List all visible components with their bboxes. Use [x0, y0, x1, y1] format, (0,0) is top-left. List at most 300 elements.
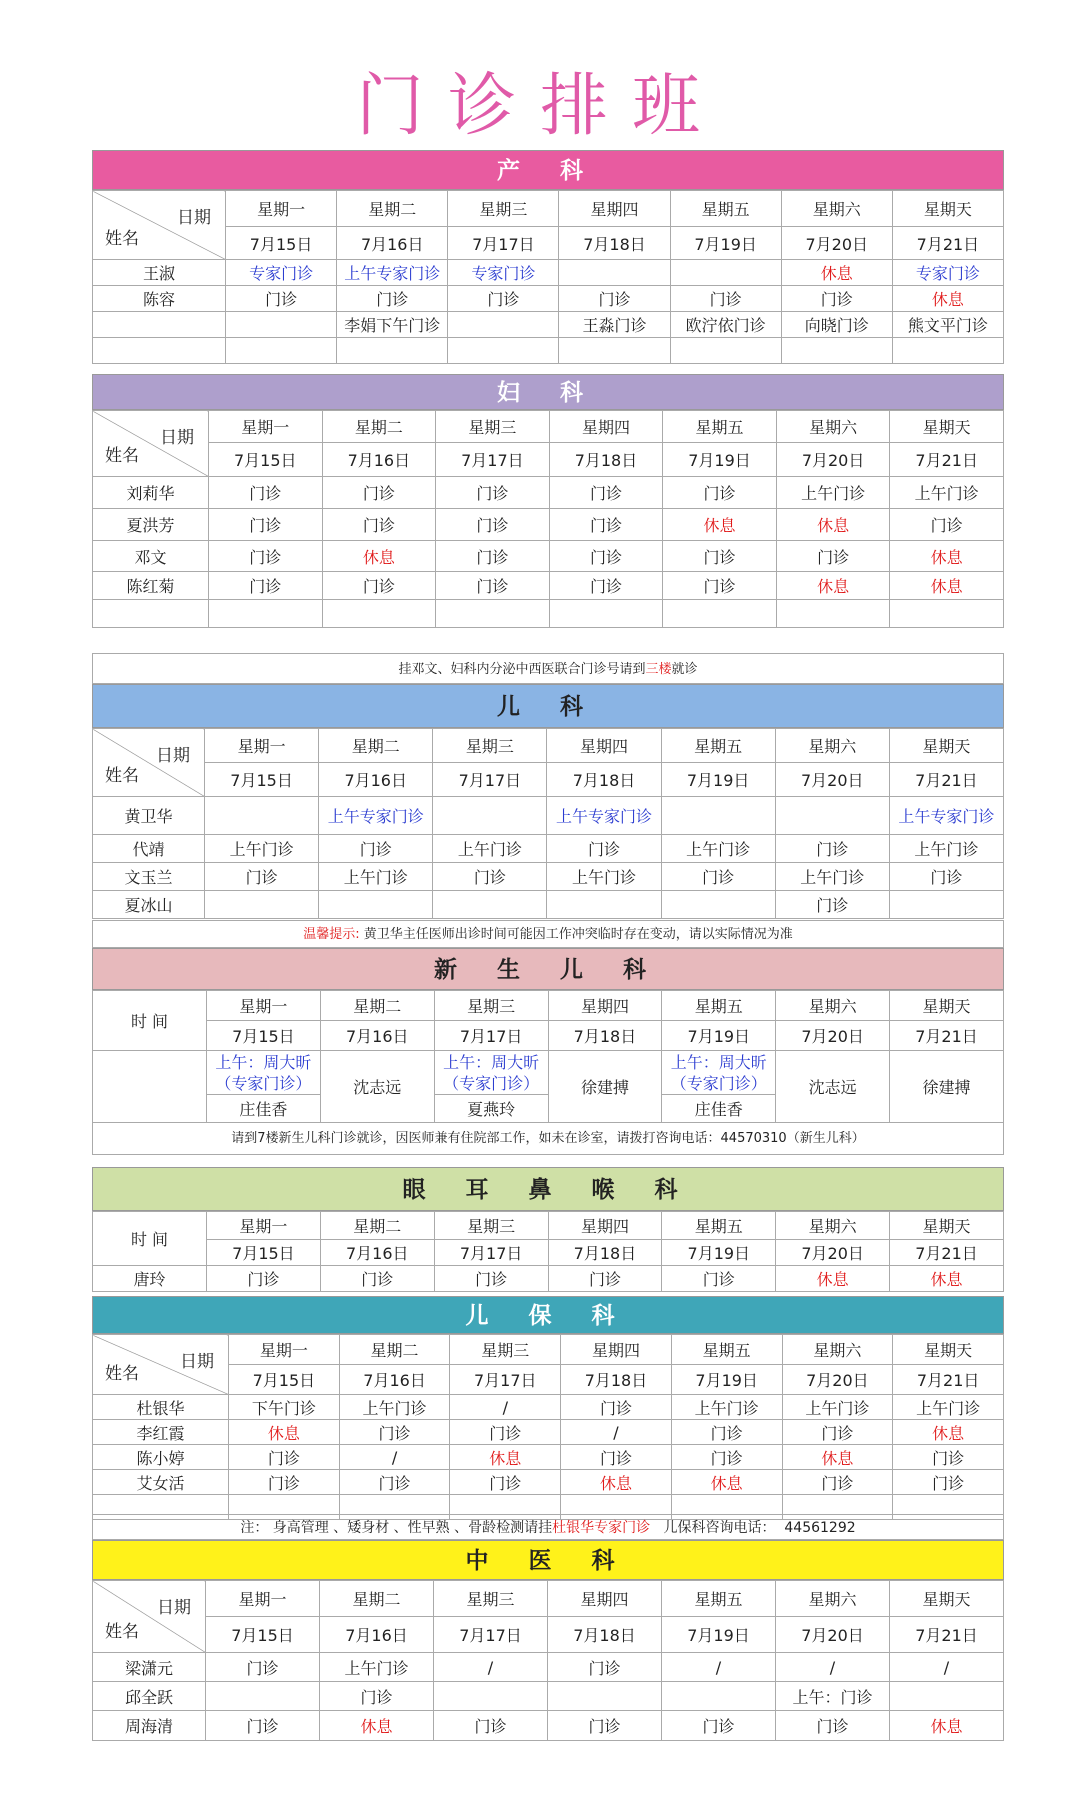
schedule-cell: 门诊 — [775, 835, 889, 863]
schedule-cell: 夏燕玲 — [434, 1095, 548, 1123]
weekday: 星期一 — [226, 191, 337, 227]
doctor-name: 唐玲 — [93, 1266, 207, 1292]
schedule-cell — [226, 338, 337, 364]
weekday: 星期六 — [782, 1335, 893, 1365]
date-label: 日期 — [156, 746, 190, 766]
doctor-name: 陈小婷 — [93, 1445, 229, 1470]
date-row — [93, 443, 1004, 477]
schedule-cell — [433, 797, 547, 835]
date: 7月18日 — [548, 1021, 662, 1051]
schedule-cell — [892, 338, 1003, 364]
schedule-cell: 门诊 — [663, 541, 777, 572]
note-text: 黄卫华主任医师出诊时间可能因工作冲突临时存在变动，请以实际情况为准 — [363, 927, 793, 942]
schedule-cell: 休息 — [776, 572, 890, 600]
schedule-cell: 门诊 — [775, 891, 889, 919]
schedule-cell: 上午门诊 — [893, 1395, 1004, 1420]
neonatal-header: 新 生 儿 科 — [92, 948, 1004, 990]
schedule-cell: 门诊 — [205, 863, 319, 891]
schedule-cell: 沈志远 — [320, 1051, 434, 1123]
schedule-cell — [670, 260, 781, 286]
tcm-section — [92, 1540, 1004, 1741]
date: 7月17日 — [434, 1617, 548, 1653]
corner-cell — [93, 1335, 229, 1395]
schedule-cell: 门诊 — [319, 835, 433, 863]
table-row — [93, 1445, 1004, 1470]
cell-line: 上午：周大昕 — [215, 1052, 312, 1072]
date: 7月15日 — [229, 1365, 340, 1395]
weekday: 星期五 — [661, 729, 775, 763]
schedule-cell: 上午门诊 — [661, 835, 775, 863]
schedule-cell: 徐建搏 — [548, 1051, 662, 1123]
weekday: 星期六 — [781, 191, 892, 227]
date: 7月18日 — [547, 763, 661, 797]
child-care-note — [92, 1514, 1004, 1540]
table-row — [93, 260, 1004, 286]
date: 7月17日 — [450, 1365, 561, 1395]
schedule-cell: 上午门诊 — [782, 1395, 893, 1420]
schedule-cell: / — [450, 1395, 561, 1420]
weekday: 星期二 — [322, 411, 436, 443]
pediatrics-section — [92, 684, 1004, 919]
tcm-table — [92, 1580, 1004, 1741]
schedule-cell: 休息 — [320, 1711, 434, 1741]
date: 7月17日 — [448, 227, 559, 260]
schedule-cell — [776, 600, 890, 628]
schedule-cell: 王淼门诊 — [559, 312, 670, 338]
date: 7月17日 — [434, 1240, 548, 1266]
schedule-cell — [781, 338, 892, 364]
schedule-cell: 门诊 — [229, 1470, 340, 1495]
schedule-cell: 门诊 — [893, 1470, 1004, 1495]
schedule-cell: 休息 — [663, 509, 777, 541]
note-text-end: 就诊 — [671, 662, 698, 677]
schedule-cell: 门诊 — [436, 477, 550, 509]
doctor-name: 陈容 — [93, 286, 226, 312]
weekday: 星期二 — [320, 1581, 434, 1617]
date-row — [93, 1365, 1004, 1395]
weekday-row — [93, 411, 1004, 443]
schedule-cell: 上午专家门诊 — [889, 797, 1003, 835]
schedule-cell: 休息 — [893, 1420, 1004, 1445]
table-row — [93, 797, 1004, 835]
schedule-cell: 门诊 — [448, 286, 559, 312]
schedule-cell: 门诊 — [548, 1711, 662, 1741]
neonatal-table — [92, 990, 1004, 1123]
time-label-cell — [93, 1212, 207, 1266]
schedule-cell — [559, 338, 670, 364]
corner-cell — [93, 191, 226, 260]
date: 7月21日 — [890, 443, 1004, 477]
date-label: 日期 — [177, 208, 211, 228]
schedule-cell — [889, 891, 1003, 919]
schedule-cell: 休息 — [892, 286, 1003, 312]
schedule-cell: 上午门诊 — [889, 835, 1003, 863]
table-row — [93, 1470, 1004, 1495]
table-row — [93, 863, 1004, 891]
schedule-cell: 休息 — [322, 541, 436, 572]
schedule-cell: 徐建搏 — [890, 1051, 1004, 1123]
date: 7月16日 — [319, 763, 433, 797]
weekday: 星期五 — [662, 991, 776, 1021]
date: 7月16日 — [337, 227, 448, 260]
schedule-cell: 门诊 — [776, 1711, 890, 1741]
schedule-cell: 门诊 — [207, 1266, 321, 1292]
corner-cell — [93, 1581, 206, 1653]
weekday: 星期天 — [890, 1212, 1004, 1240]
weekday: 星期天 — [893, 1335, 1004, 1365]
schedule-cell: / — [776, 1653, 890, 1682]
schedule-cell: 门诊 — [436, 509, 550, 541]
date: 7月19日 — [662, 1021, 776, 1051]
doctor-name — [93, 338, 226, 364]
time-label: 时 间 — [130, 1012, 169, 1031]
child-care-header: 儿 保 科 — [92, 1296, 1004, 1334]
schedule-cell: 门诊 — [209, 541, 323, 572]
schedule-cell: 上午门诊 — [339, 1395, 450, 1420]
date: 7月20日 — [775, 763, 889, 797]
weekday: 星期天 — [890, 991, 1004, 1021]
schedule-cell: 门诊 — [209, 509, 323, 541]
weekday: 星期二 — [320, 1212, 434, 1240]
date: 7月18日 — [561, 1365, 672, 1395]
weekday: 星期二 — [320, 991, 434, 1021]
doctor-name: 邱全跃 — [93, 1682, 206, 1711]
child-care-table — [92, 1334, 1004, 1520]
weekday: 星期六 — [776, 1581, 890, 1617]
schedule-cell — [433, 891, 547, 919]
date: 7月19日 — [661, 763, 775, 797]
corner-cell — [93, 729, 205, 797]
date: 7月16日 — [320, 1617, 434, 1653]
schedule-cell — [548, 1682, 662, 1711]
schedule-cell: 门诊 — [662, 1711, 776, 1741]
weekday-row — [93, 191, 1004, 227]
weekday: 星期一 — [206, 1581, 320, 1617]
schedule-cell: 门诊 — [671, 1420, 782, 1445]
doctor-name: 夏冰山 — [93, 891, 205, 919]
schedule-cell: 休息 — [890, 541, 1004, 572]
schedule-cell: 上午专家门诊 — [547, 797, 661, 835]
weekday: 星期天 — [892, 191, 1003, 227]
schedule-cell: 上午门诊 — [320, 1653, 434, 1682]
table-row — [93, 835, 1004, 863]
note-text: 注： 身高管理 、矮身材 、性早熟 、骨龄检测请挂 — [240, 1520, 553, 1536]
schedule-cell: 门诊 — [549, 541, 663, 572]
date: 7月18日 — [548, 1617, 662, 1653]
schedule-cell: / — [890, 1653, 1004, 1682]
schedule-cell: 李娟下午门诊 — [337, 312, 448, 338]
table-row — [93, 312, 1004, 338]
date: 7月16日 — [320, 1021, 434, 1051]
date: 7月15日 — [209, 443, 323, 477]
name-label: 姓名 — [105, 766, 139, 786]
schedule-cell: 门诊 — [663, 477, 777, 509]
neonatal-section — [92, 948, 1004, 1155]
weekday: 星期三 — [436, 411, 550, 443]
date: 7月19日 — [663, 443, 777, 477]
schedule-cell — [890, 600, 1004, 628]
doctor-name: 杜银华 — [93, 1395, 229, 1420]
table-row — [93, 1653, 1004, 1682]
weekday: 星期六 — [776, 411, 890, 443]
schedule-cell: 门诊 — [889, 863, 1003, 891]
schedule-cell: 专家门诊 — [448, 260, 559, 286]
schedule-cell: 休息 — [890, 1711, 1004, 1741]
doctor-name: 王淑 — [93, 260, 226, 286]
schedule-cell: 门诊 — [450, 1470, 561, 1495]
doctor-name: 周海清 — [93, 1711, 206, 1741]
table-row — [93, 286, 1004, 312]
schedule-cell — [775, 797, 889, 835]
schedule-cell: 门诊 — [436, 541, 550, 572]
note-text-end: 儿保科咨询电话： 44561292 — [650, 1520, 856, 1536]
schedule-cell: 门诊 — [206, 1653, 320, 1682]
note-text: 挂邓文、妇科内分泌中西医联合门诊号请到 — [398, 662, 646, 677]
schedule-cell — [207, 1051, 321, 1095]
corner-cell — [93, 411, 209, 477]
date: 7月21日 — [890, 1021, 1004, 1051]
date: 7月21日 — [890, 1240, 1004, 1266]
date: 7月20日 — [781, 227, 892, 260]
obstetrics-table — [92, 190, 1004, 364]
schedule-cell: 上午专家门诊 — [319, 797, 433, 835]
schedule-cell — [547, 891, 661, 919]
table-row — [93, 338, 1004, 364]
table-row — [93, 477, 1004, 509]
schedule-cell: 休息 — [450, 1445, 561, 1470]
weekday: 星期五 — [662, 1581, 776, 1617]
weekday: 星期二 — [339, 1335, 450, 1365]
schedule-cell: 上午门诊 — [433, 835, 547, 863]
schedule-cell: 休息 — [671, 1470, 782, 1495]
weekday: 星期六 — [776, 991, 890, 1021]
schedule-cell: 门诊 — [226, 286, 337, 312]
schedule-cell: 门诊 — [339, 1420, 450, 1445]
schedule-cell: 门诊 — [209, 572, 323, 600]
schedule-cell: 门诊 — [547, 835, 661, 863]
time-label-cell — [93, 991, 207, 1051]
schedule-cell: 门诊 — [670, 286, 781, 312]
date: 7月17日 — [434, 1021, 548, 1051]
schedule-cell: / — [434, 1653, 548, 1682]
schedule-cell: 上午门诊 — [547, 863, 661, 891]
schedule-cell — [322, 600, 436, 628]
schedule-cell: 门诊 — [436, 572, 550, 600]
weekday: 星期六 — [776, 1212, 890, 1240]
ent-header: 眼 耳 鼻 喉 科 — [92, 1167, 1004, 1211]
date: 7月18日 — [559, 227, 670, 260]
weekday: 星期二 — [319, 729, 433, 763]
schedule-cell: 门诊 — [549, 509, 663, 541]
date-row — [93, 1617, 1004, 1653]
weekday-row — [93, 1581, 1004, 1617]
schedule-cell — [434, 1051, 548, 1095]
schedule-cell — [549, 600, 663, 628]
date: 7月15日 — [226, 227, 337, 260]
schedule-cell: 上午门诊 — [205, 835, 319, 863]
schedule-cell — [663, 600, 777, 628]
schedule-cell: 门诊 — [662, 1266, 776, 1292]
schedule-cell: 熊文平门诊 — [892, 312, 1003, 338]
schedule-cell — [661, 891, 775, 919]
schedule-cell: 门诊 — [434, 1711, 548, 1741]
date: 7月15日 — [207, 1021, 321, 1051]
empty-cell — [93, 1051, 207, 1123]
date: 7月18日 — [548, 1240, 662, 1266]
schedule-cell: 门诊 — [206, 1711, 320, 1741]
date: 7月20日 — [776, 1021, 890, 1051]
schedule-cell: 欧泞依门诊 — [670, 312, 781, 338]
cell-line: （专家门诊） — [443, 1073, 540, 1093]
doctor-name: 文玉兰 — [93, 863, 205, 891]
doctor-name: 陈红菊 — [93, 572, 209, 600]
table-row — [93, 600, 1004, 628]
weekday: 星期三 — [434, 1581, 548, 1617]
date-label: 日期 — [180, 1352, 214, 1372]
schedule-cell: 上午门诊 — [776, 477, 890, 509]
pediatrics-note — [92, 920, 1004, 948]
schedule-cell — [448, 338, 559, 364]
doctor-name: 刘莉华 — [93, 477, 209, 509]
schedule-cell: 门诊 — [433, 863, 547, 891]
date: 7月15日 — [206, 1617, 320, 1653]
schedule-cell: 沈志远 — [776, 1051, 890, 1123]
schedule-cell: 门诊 — [434, 1266, 548, 1292]
schedule-cell: 门诊 — [890, 509, 1004, 541]
table-row — [93, 1682, 1004, 1711]
weekday: 星期天 — [889, 729, 1003, 763]
date: 7月17日 — [436, 443, 550, 477]
note-label: 温馨提示: — [303, 927, 360, 942]
schedule-cell: / — [561, 1420, 672, 1445]
schedule-cell — [337, 338, 448, 364]
gynecology-header: 妇 科 — [92, 374, 1004, 410]
schedule-cell: 门诊 — [339, 1470, 450, 1495]
weekday: 星期天 — [890, 411, 1004, 443]
weekday: 星期一 — [209, 411, 323, 443]
schedule-cell — [226, 312, 337, 338]
schedule-cell: 门诊 — [549, 477, 663, 509]
schedule-cell — [205, 891, 319, 919]
weekday: 星期五 — [670, 191, 781, 227]
schedule-cell: 门诊 — [893, 1445, 1004, 1470]
date: 7月20日 — [776, 1240, 890, 1266]
schedule-cell: 休息 — [229, 1420, 340, 1445]
schedule-cell — [662, 1051, 776, 1095]
neonatal-note: 请到7楼新生儿科门诊就诊，因医师兼有住院部工作，如未在诊室，请拨打咨询电话：44570310（新生儿科） — [92, 1123, 1004, 1155]
doctor-name — [93, 600, 209, 628]
schedule-cell: 专家门诊 — [892, 260, 1003, 286]
table-row — [93, 1395, 1004, 1420]
weekday: 星期四 — [548, 991, 662, 1021]
schedule-cell: 门诊 — [209, 477, 323, 509]
schedule-cell — [434, 1682, 548, 1711]
schedule-cell: 门诊 — [671, 1445, 782, 1470]
child-care-section — [92, 1296, 1004, 1520]
time-label: 时 间 — [130, 1230, 169, 1249]
page-title: 门诊排班 — [355, 67, 724, 146]
pediatrics-table — [92, 728, 1004, 919]
schedule-cell: 门诊 — [548, 1266, 662, 1292]
weekday: 星期一 — [207, 991, 321, 1021]
schedule-cell: 上午门诊 — [775, 863, 889, 891]
pediatrics-header: 儿 科 — [92, 684, 1004, 728]
gynecology-note — [92, 653, 1004, 684]
schedule-cell — [559, 260, 670, 286]
schedule-cell: 门诊 — [322, 509, 436, 541]
cell-line: （专家门诊） — [670, 1073, 767, 1093]
date: 7月21日 — [892, 227, 1003, 260]
cell-line: 上午：周大昕 — [443, 1052, 540, 1072]
cell-line: 上午：周大昕 — [670, 1052, 767, 1072]
table-row — [93, 541, 1004, 572]
schedule-cell: / — [339, 1445, 450, 1470]
ent-table — [92, 1211, 1004, 1292]
obstetrics-section — [92, 150, 1004, 364]
schedule-cell: 休息 — [782, 1445, 893, 1470]
schedule-cell: 上午：门诊 — [776, 1682, 890, 1711]
schedule-cell: 休息 — [781, 260, 892, 286]
schedule-cell: 门诊 — [781, 286, 892, 312]
schedule-cell: 门诊 — [561, 1445, 672, 1470]
name-label: 姓名 — [105, 1364, 139, 1384]
date: 7月16日 — [320, 1240, 434, 1266]
note-highlight: 杜银华专家门诊 — [552, 1520, 651, 1536]
name-label: 姓名 — [105, 446, 139, 466]
weekday-row — [93, 1335, 1004, 1365]
date: 7月20日 — [776, 1617, 890, 1653]
date: 7月20日 — [782, 1365, 893, 1395]
doctor-name: 艾女活 — [93, 1470, 229, 1495]
weekday: 星期三 — [450, 1335, 561, 1365]
date: 7月16日 — [322, 443, 436, 477]
schedule-cell — [209, 600, 323, 628]
date: 7月21日 — [893, 1365, 1004, 1395]
schedule-cell: 休息 — [890, 1266, 1004, 1292]
ent-section — [92, 1167, 1004, 1292]
date: 7月19日 — [662, 1617, 776, 1653]
weekday: 星期一 — [229, 1335, 340, 1365]
doctor-name: 代靖 — [93, 835, 205, 863]
weekday: 星期三 — [434, 1212, 548, 1240]
date: 7月20日 — [776, 443, 890, 477]
schedule-cell — [206, 1682, 320, 1711]
schedule-cell: 上午门诊 — [890, 477, 1004, 509]
schedule-cell: 休息 — [776, 509, 890, 541]
schedule-cell: 休息 — [561, 1470, 672, 1495]
schedule-cell: 门诊 — [549, 572, 663, 600]
date: 7月16日 — [339, 1365, 450, 1395]
date: 7月15日 — [205, 763, 319, 797]
date: 7月19日 — [671, 1365, 782, 1395]
table-row — [93, 1711, 1004, 1741]
date: 7月19日 — [670, 227, 781, 260]
weekday: 星期五 — [662, 1212, 776, 1240]
schedule-cell: / — [662, 1653, 776, 1682]
schedule-cell: 下午门诊 — [229, 1395, 340, 1420]
schedule-cell — [448, 312, 559, 338]
schedule-cell: 门诊 — [548, 1653, 662, 1682]
schedule-cell: 门诊 — [229, 1445, 340, 1470]
schedule-cell — [890, 1682, 1004, 1711]
weekday-row — [93, 729, 1004, 763]
date-row — [93, 763, 1004, 797]
weekday: 星期四 — [549, 411, 663, 443]
schedule-cell: 门诊 — [337, 286, 448, 312]
date-row — [93, 227, 1004, 260]
schedule-cell: 上午门诊 — [319, 863, 433, 891]
schedule-cell — [319, 891, 433, 919]
